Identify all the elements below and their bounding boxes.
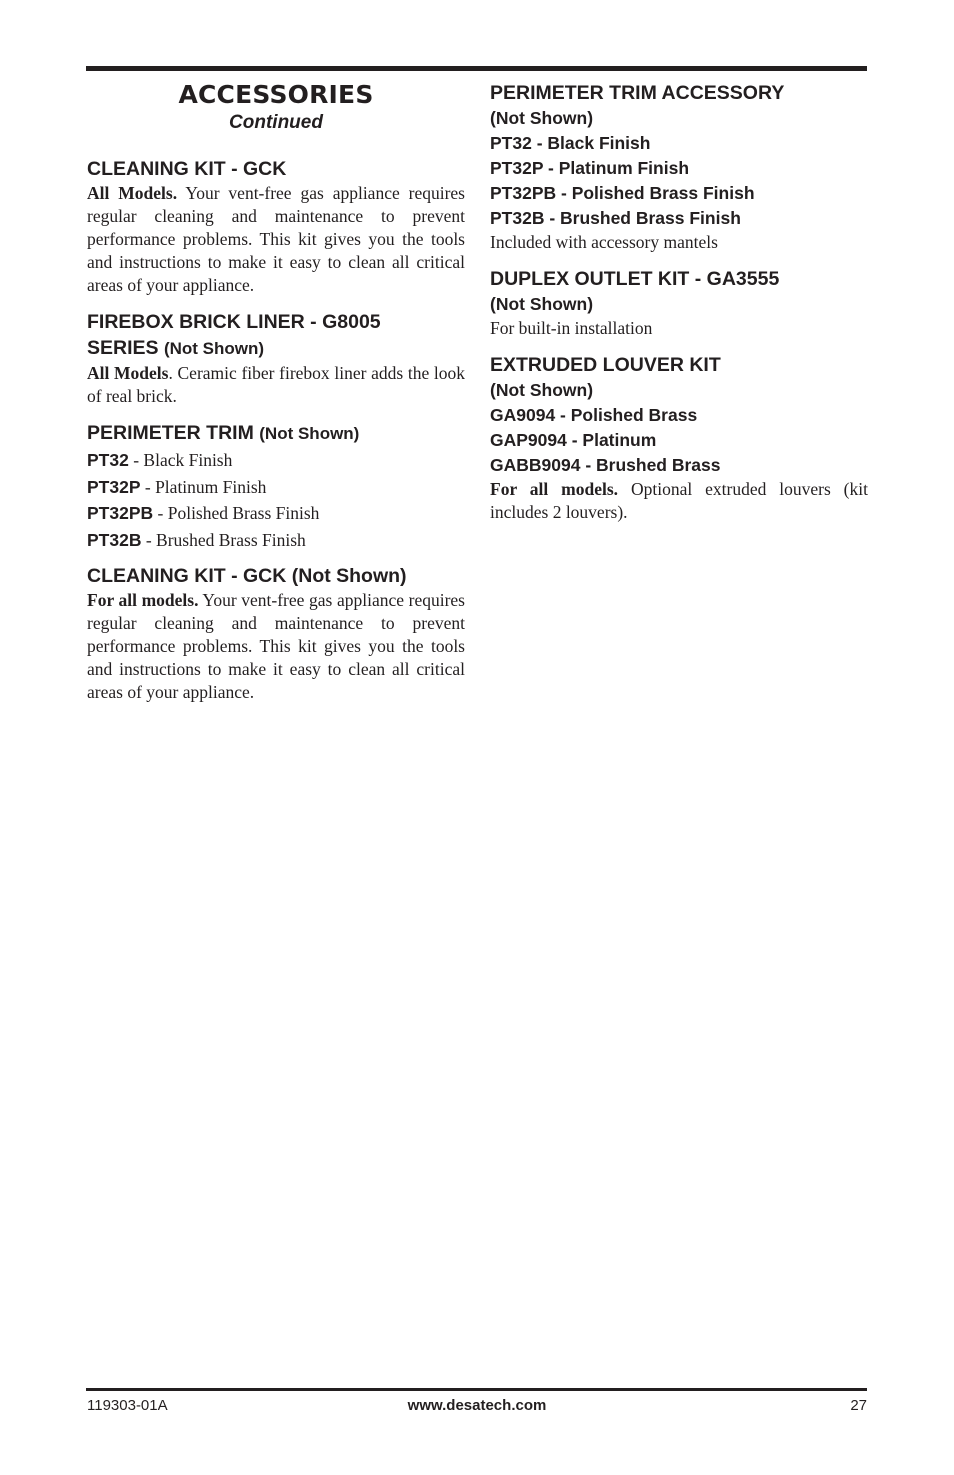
cleaning-kit-lead: All Models. xyxy=(87,183,178,203)
firebox-heading-note: (Not Shown) xyxy=(163,339,265,358)
perimeter-trim-heading xyxy=(87,420,465,447)
firebox-heading-line1: FIREBOX BRICK LINER - G8005 xyxy=(87,311,381,333)
firebox-lead: All Models xyxy=(87,363,169,383)
trim-item-desc: - Brushed Brass Finish xyxy=(141,529,306,550)
trim-item xyxy=(87,500,465,527)
trim-item xyxy=(87,474,465,501)
trim-item-code: PT32P xyxy=(87,476,141,497)
duplex-body: For built-in installation xyxy=(490,318,653,338)
bottom-rule xyxy=(86,1388,867,1391)
top-rule xyxy=(86,66,867,71)
trim-accessory-item: PT32B - Brushed Brass Finish xyxy=(490,208,741,228)
page-title: ACCESSORIES xyxy=(178,80,374,109)
trim-item-code: PT32 xyxy=(87,450,129,470)
trim-item-desc: - Platinum Finish xyxy=(140,476,267,497)
trim-item xyxy=(87,447,465,474)
louver-item: GA9094 - Polished Brass xyxy=(490,405,698,425)
cleaning-kit-section xyxy=(87,156,465,297)
louver-body: Optional extruded louvers (kit includes 2 louvers). xyxy=(490,479,868,522)
louver-section xyxy=(490,352,868,524)
cleaning-kit-2-text xyxy=(87,589,465,704)
page-number: 27 xyxy=(850,1397,867,1414)
cleaning-kit-text xyxy=(87,182,465,297)
trim-item-code: PT32PB xyxy=(87,503,154,523)
louver-heading: EXTRUDED LOUVER KIT xyxy=(490,354,721,376)
website-link[interactable]: www.desatech.com xyxy=(407,1397,547,1414)
doc-number: 119303-01A xyxy=(87,1397,168,1414)
trim-accessory-item: PT32 - Black Finish xyxy=(490,133,651,153)
left-column xyxy=(87,80,465,704)
trim-accessory-heading: PERIMETER TRIM ACCESSORY xyxy=(490,82,785,104)
trim-accessory-note: (Not Shown) xyxy=(490,108,594,128)
trim-item-code: PT32B xyxy=(87,529,142,550)
perimeter-trim-section xyxy=(87,420,465,553)
duplex-section xyxy=(490,266,868,340)
page-subtitle: Continued xyxy=(229,112,323,133)
trim-accessory-item: PT32PB - Polished Brass Finish xyxy=(490,183,755,203)
trim-accessory-section xyxy=(490,80,868,254)
firebox-heading-series: SERIES xyxy=(87,337,164,359)
louver-item: GAP9094 - Platinum xyxy=(490,430,657,450)
louver-text xyxy=(490,478,868,524)
louver-item: GABB9094 - Brushed Brass xyxy=(490,455,721,475)
cleaning-kit-2-heading: CLEANING KIT - GCK (Not Shown) xyxy=(87,565,407,587)
perimeter-trim-heading-text: PERIMETER TRIM xyxy=(87,422,260,444)
cleaning-kit-heading: CLEANING KIT - GCK xyxy=(87,158,287,180)
firebox-section xyxy=(87,309,465,408)
trim-item-desc: - Black Finish xyxy=(128,450,233,470)
trim-accessory-item: PT32P - Platinum Finish xyxy=(490,158,690,178)
right-column xyxy=(490,80,868,524)
cleaning-kit-body: Your vent-free gas appliance requires regular cleaning and maintenance to prevent performance problems. This kit gives you the tools and instructions to make it easy to clean all critical areas of your appliance. xyxy=(87,183,465,295)
trim-item xyxy=(87,527,465,554)
trim-accessory-body: Included with accessory mantels xyxy=(490,232,718,252)
perimeter-trim-heading-note: (Not Shown) xyxy=(259,424,360,443)
louver-lead: For all models. xyxy=(490,479,619,499)
duplex-heading: DUPLEX OUTLET KIT - GA3555 xyxy=(490,268,780,290)
firebox-body: . Ceramic fiber firebox liner adds the look of real brick. xyxy=(87,363,465,406)
trim-item-desc: - Polished Brass Finish xyxy=(153,503,320,523)
duplex-note: (Not Shown) xyxy=(490,294,594,314)
cleaning-kit-2-body: Your vent-free gas appliance requires regular cleaning and maintenance to prevent performance problems. This kit gives you the tools and instructions to make it easy to clean all critical areas of your appliance. xyxy=(87,590,465,702)
cleaning-kit-2-lead: For all models. xyxy=(87,590,199,610)
louver-note: (Not Shown) xyxy=(490,380,594,400)
cleaning-kit-2-section xyxy=(87,563,465,704)
firebox-text xyxy=(87,362,465,408)
firebox-heading-line2 xyxy=(87,335,465,362)
